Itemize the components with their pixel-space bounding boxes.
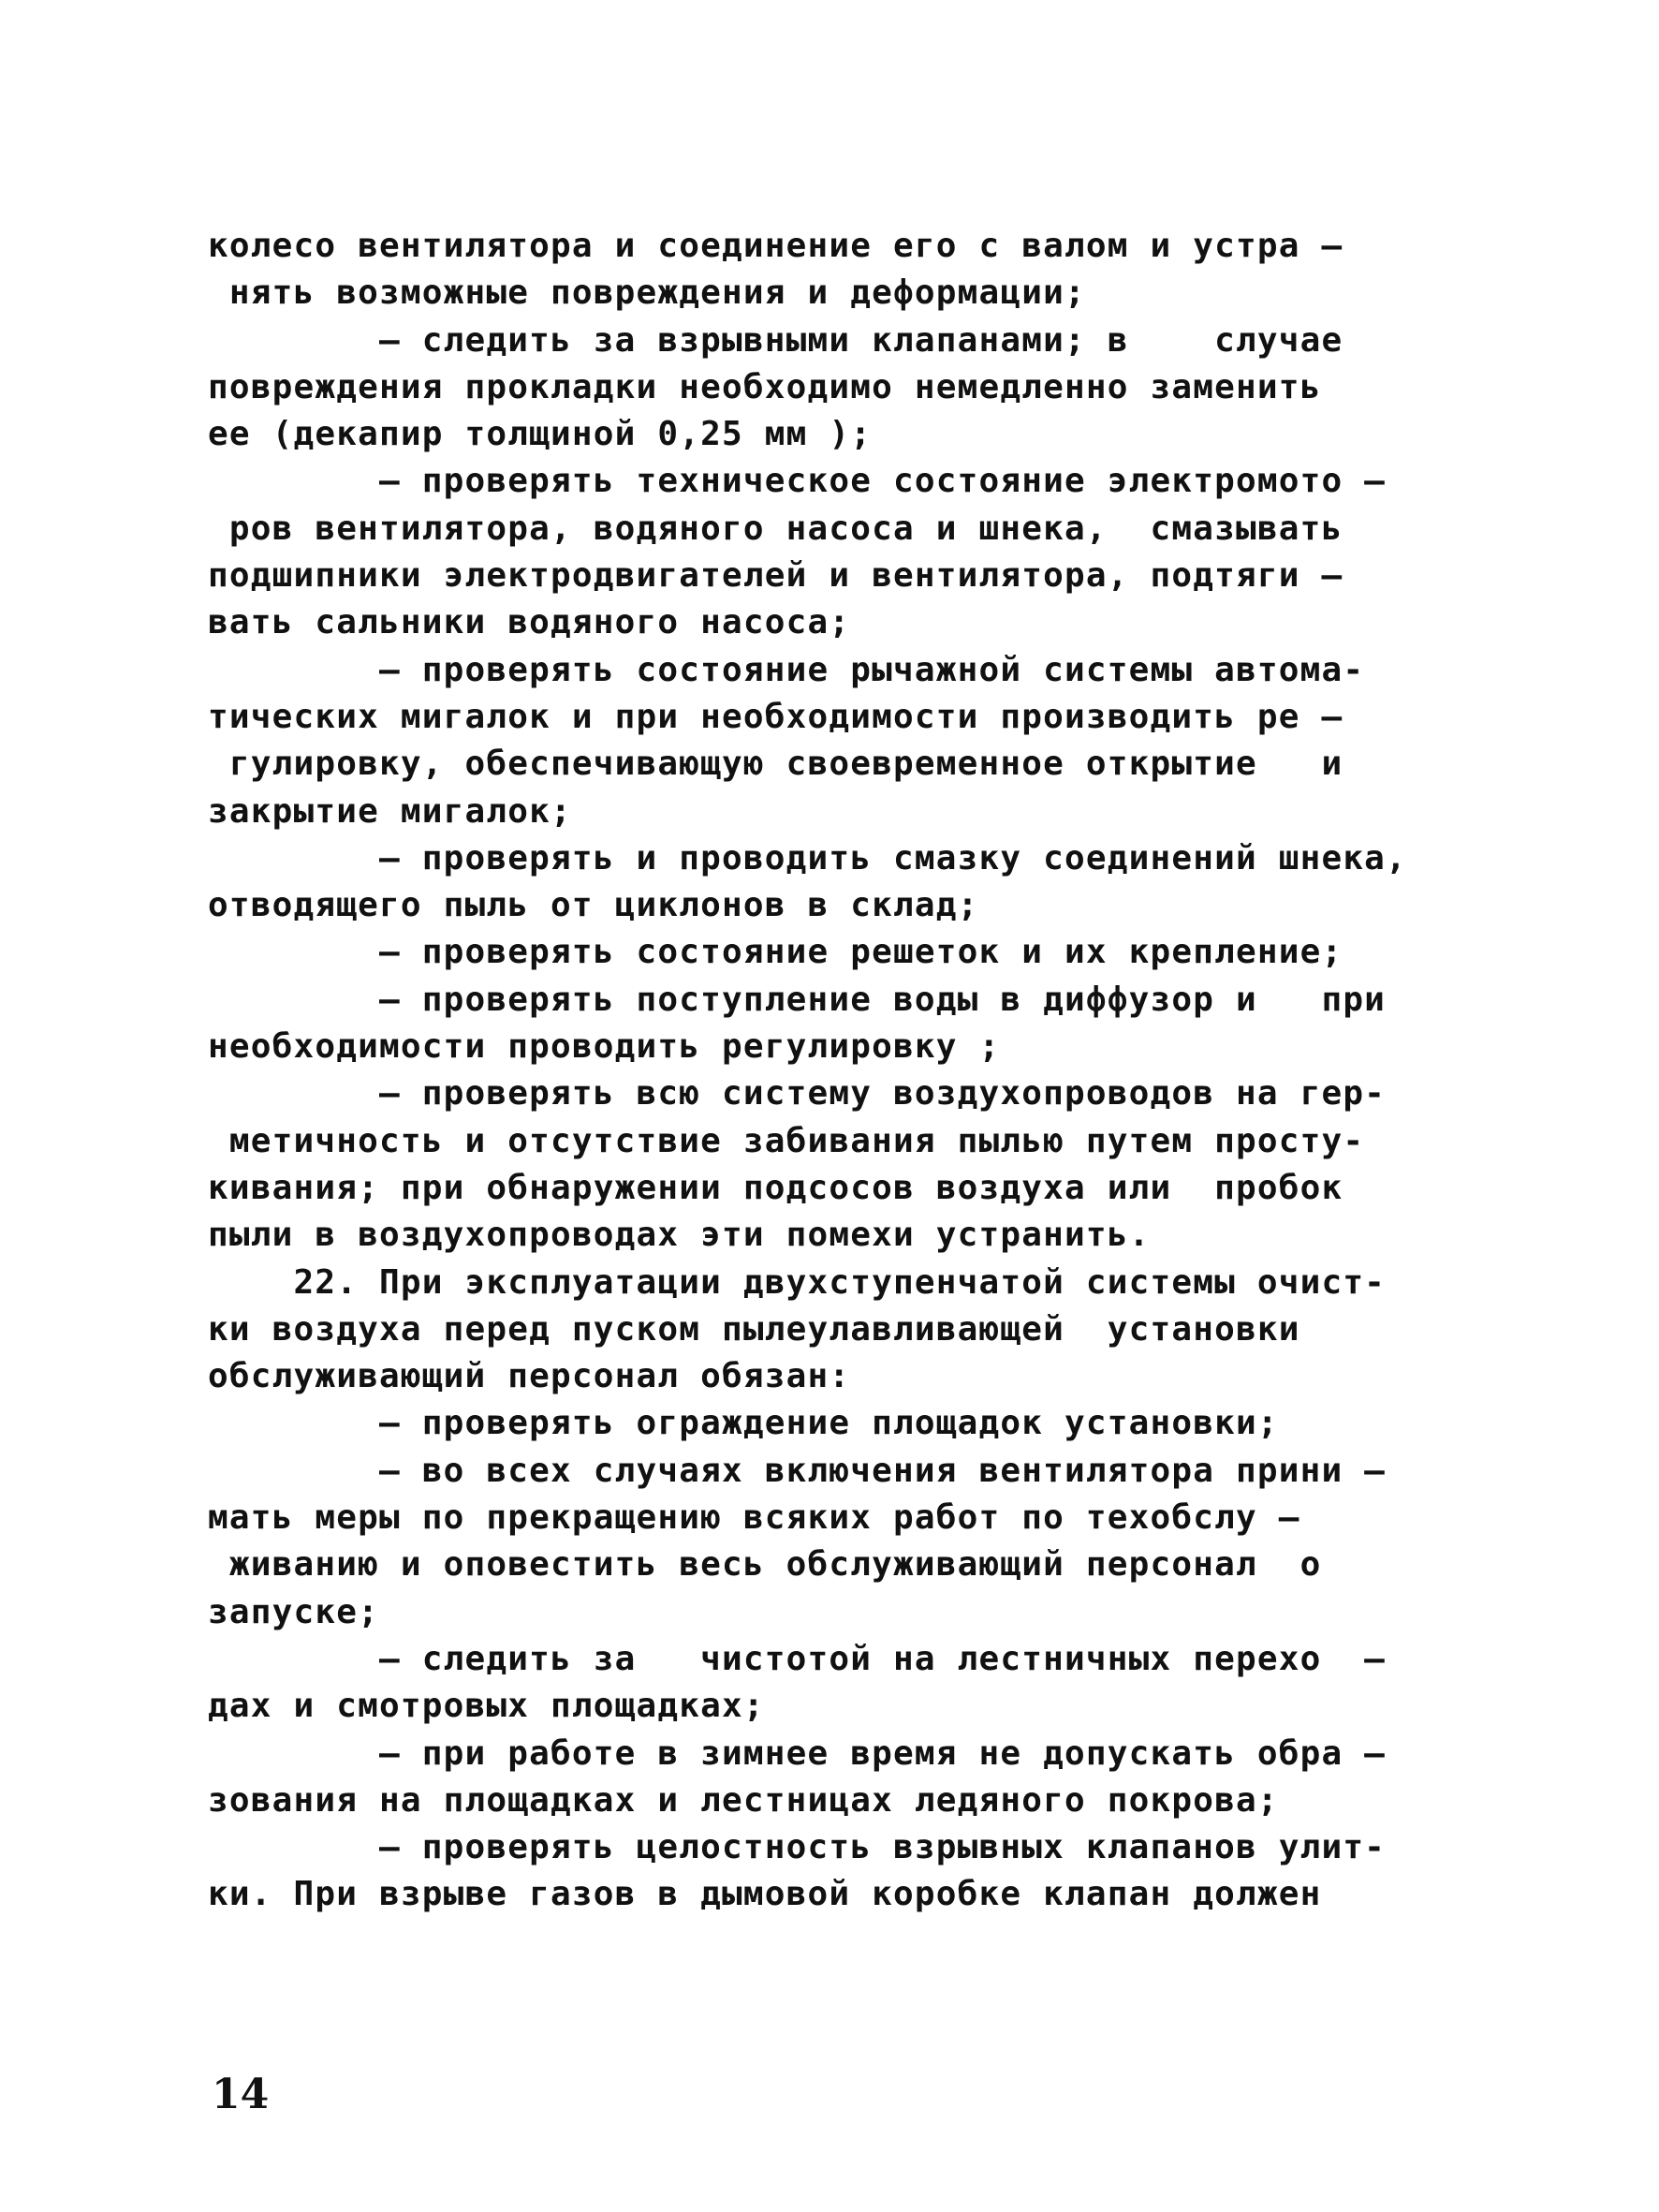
text-line: ров вентилятора, водяного насоса и шнека, смазывать [208, 509, 1343, 548]
text-line: зования на площадках и лестницах ледяного покрова; [208, 1780, 1279, 1820]
text-line: 22. При эксплуатации двухступенчатой системы очист- [208, 1262, 1387, 1302]
text-line: – следить за взрывными клапанами; в случае [208, 320, 1343, 360]
text-line: – проверять состояние рычажной системы автома- [208, 650, 1365, 689]
text-line: запуске; [208, 1592, 379, 1631]
text-line: дах и смотровых площадках; [208, 1687, 765, 1726]
text-line: кивания; при обнаружении подсосов воздуха или пробок [208, 1168, 1343, 1207]
text-line: нять возможные повреждения и деформации; [208, 273, 1086, 313]
text-line: – во всех случаях включения вентилятора прини – [208, 1451, 1387, 1490]
text-line: закрытие мигалок; [208, 791, 572, 831]
text-line: тических мигалок и при необходимости производить ре – [208, 697, 1343, 736]
text-line: ее (декапир толщиной 0,25 мм ); [208, 415, 873, 454]
page-number: 14 [212, 2071, 270, 2118]
text-line: – проверять техническое состояние электромото – [208, 462, 1387, 501]
text-line: – проверять целостность взрывных клапанов улит- [208, 1828, 1387, 1867]
text-line: ки. При взрыве газов в дымовой коробке клапан должен [208, 1875, 1322, 1914]
body-text [208, 223, 1462, 1919]
text-line: гулировку, обеспечивающую своевременное открытие и [208, 745, 1343, 784]
text-line: – проверять состояние решеток и их крепление; [208, 933, 1343, 972]
text-line: пыли в воздухопроводах эти помехи устранить. [208, 1216, 1151, 1255]
text-line: вать сальники водяного насоса; [208, 603, 851, 642]
text-line: отводящего пыль от циклонов в склад; [208, 886, 979, 925]
text-line: – проверять ограждение площадок установки; [208, 1404, 1279, 1443]
text-line: – проверять всю систему воздухопроводов на гер- [208, 1074, 1387, 1113]
text-line: повреждения прокладки необходимо немедленно заменить [208, 367, 1322, 406]
text-line: подшипники электродвигателей и вентилятора, подтяги – [208, 556, 1343, 596]
text-line: мать меры по прекращению всяких работ по техобслу – [208, 1498, 1300, 1538]
text-line: – проверять и проводить смазку соединений шнека, [208, 838, 1407, 877]
text-line: обслуживающий персонал обязан: [208, 1357, 851, 1396]
text-line: – проверять поступление воды в диффузор и при [208, 980, 1387, 1019]
text-line: необходимости проводить регулировку ; [208, 1027, 1001, 1067]
text-line: метичность и отсутствие забивания пылью путем просту- [208, 1121, 1365, 1160]
text-line: – следить за чистотой на лестничных перехо – [208, 1639, 1387, 1678]
text-line: живанию и оповестить весь обслуживающий персонал о [208, 1545, 1322, 1585]
text-line: – при работе в зимнее время не допускать обра – [208, 1733, 1387, 1773]
text-line: колесо вентилятора и соединение его с валом и устра – [208, 227, 1343, 265]
text-line: ки воздуха перед пуском пылеулавливающей установки [208, 1309, 1300, 1349]
